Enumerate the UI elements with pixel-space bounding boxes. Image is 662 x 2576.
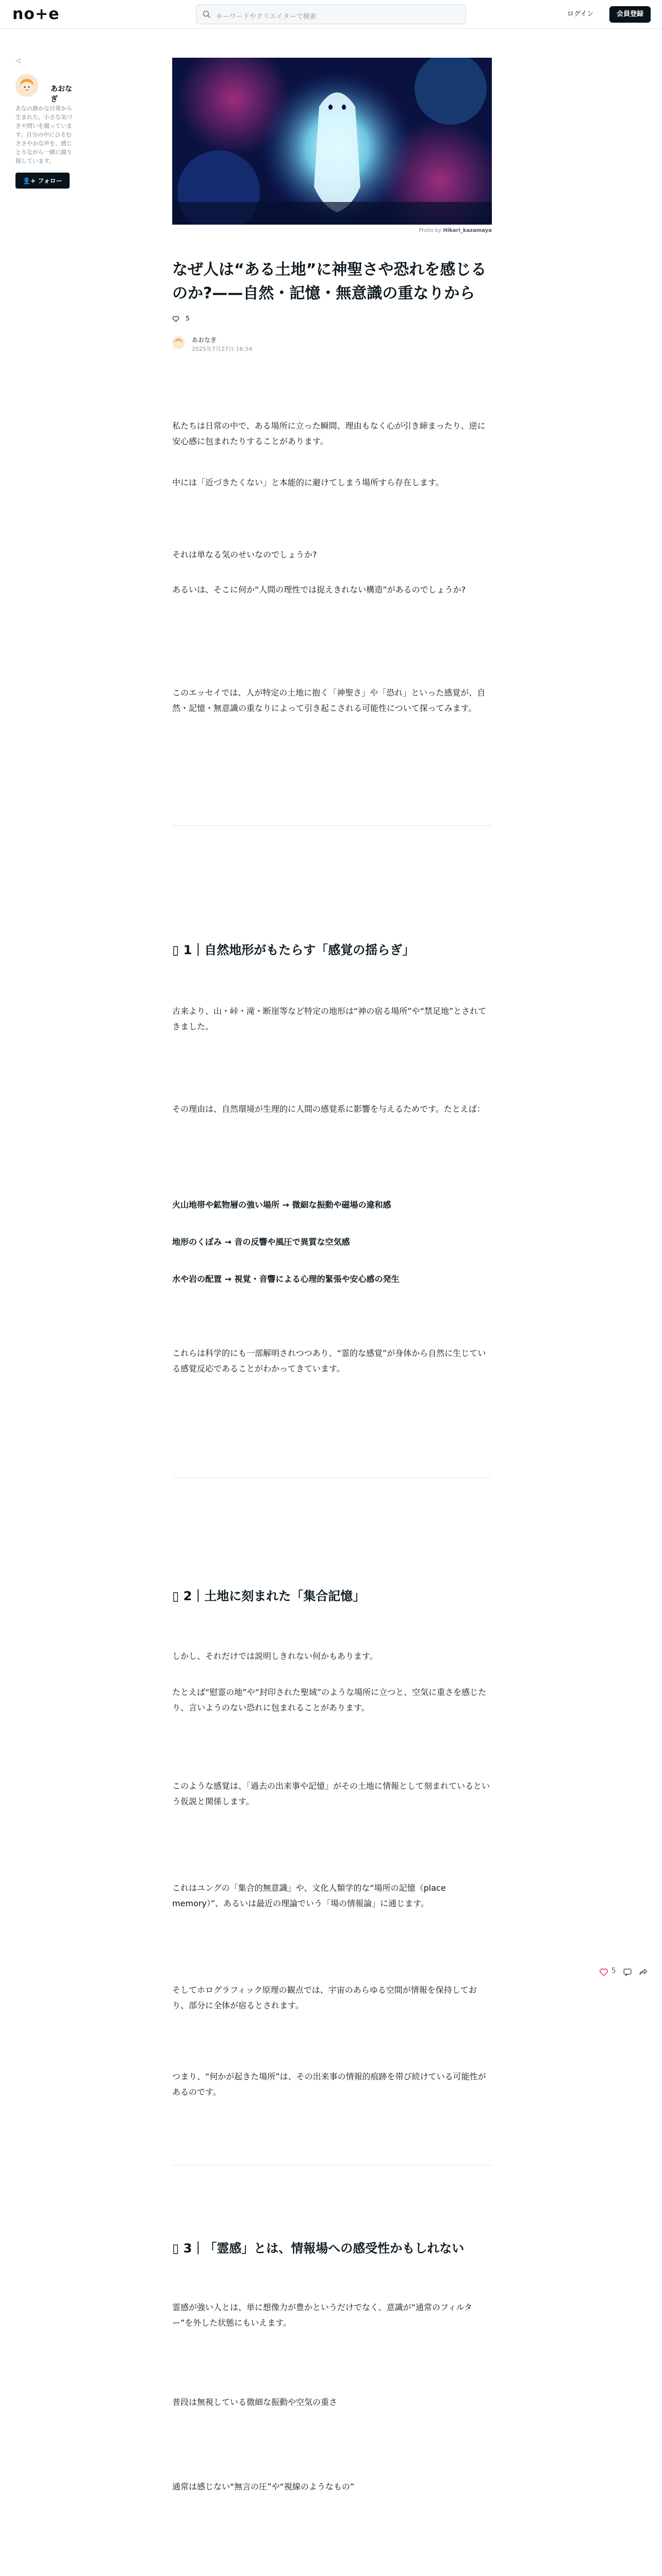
section-divider — [172, 825, 492, 826]
section-paragraph: 普段は無視している微細な振動や空気の重さ — [172, 2397, 338, 2407]
signup-button[interactable]: 会員登録 — [609, 6, 651, 23]
avatar-illustration — [15, 74, 38, 97]
author-avatar[interactable] — [15, 74, 38, 97]
author-row — [172, 334, 492, 352]
follow-button[interactable] — [15, 173, 70, 189]
photo-credit — [172, 228, 492, 233]
photo-credit-user[interactable]: Hikari_kazamaya — [443, 228, 492, 233]
author-bio: あなの静かな日常から生まれた、小さな気づきや問いを綴っています。自分の中にひそむささやかな声を、感じとりながら一緒に綴り探しています。 — [15, 105, 72, 164]
section-paragraph: このような感覚は、「過去の出来事や記憶」がその土地に情報として刻まれているという仮説と関係します。 — [172, 1781, 490, 1806]
section-paragraph: しかし、それだけでは説明しきれない何かもあります。 — [172, 1651, 378, 1661]
section-paragraph: その理由は、自然環境が生理的に人間の感覚系に影響を与えるためです。たとえば： — [172, 1104, 485, 1114]
site-header — [0, 0, 662, 29]
heart-icon[interactable] — [172, 315, 179, 323]
magazine-icon[interactable]: ◁ — [15, 57, 21, 64]
add-user-icon: 👤+ — [23, 177, 36, 184]
intro-paragraph: それは単なる気のせいなのでしょうか? — [172, 550, 317, 560]
ghost-illustration — [172, 58, 492, 225]
search-icon — [203, 10, 211, 19]
section-bullet: 火山地帯や鉱物層の強い場所 → 微細な振動や磁場の違和感 — [172, 1200, 391, 1210]
section-paragraph: たとえば“慰霊の地”や“封印された聖域”のような場所に立つと、空気に重さを感じたり、言いようのない恐れに包まれることがあります。 — [172, 1687, 487, 1713]
section-paragraph: これはユングの「集合的無意識」や、文化人類学的な“場所の記憶（place memory）”、あるいは最近の理論でいう「場の情報論」に通じます。 — [172, 1883, 446, 1908]
intro-paragraph: あるいは、そこに何か“人間の理性では捉えきれない構造”があるのでしょうか? — [172, 585, 466, 595]
search-placeholder: キーワードやクリエイターで検索 — [216, 13, 317, 21]
heart-icon[interactable] — [599, 1968, 608, 1977]
like-row — [172, 314, 492, 324]
section-bullet: 地形のくぼみ → 音の反響や風圧で異質な空気感 — [172, 1237, 350, 1247]
section-heading: ▯ 3｜「霊感」とは、情報場への感受性かもしれない — [172, 2241, 465, 2256]
publish-date: 2025年7月27日 16:54 — [192, 346, 253, 352]
section-bullet: 水や岩の配置 → 視覚・音響による心理的緊張や安心感の発生 — [172, 1274, 400, 1284]
section-paragraph: つまり、“何かが起きた場所”は、その出来事の情報的痕跡を帯び続けている可能性があるのです。 — [172, 2072, 486, 2097]
article-title: なぜ人は“ある土地”に神聖さや恐れを感じるのか?——自然・記憶・無意識の重なりから — [172, 261, 487, 302]
author-name[interactable]: あおなぎ — [51, 85, 72, 104]
follow-label: フォロー — [38, 177, 62, 184]
section-paragraph: 通常は感じない“無言の圧”や“視線のようなもの” — [172, 2482, 355, 2492]
photo-credit-prefix: Photo by — [419, 228, 443, 233]
section-heading: ▯ 2｜土地に刻まれた「集合記憶」 — [172, 1589, 366, 1603]
share-icon[interactable] — [638, 1968, 648, 1977]
intro-paragraph: 中には「近づきたくない」と本能的に避けてしまう場所すら存在します。 — [172, 478, 444, 487]
intro-paragraph: 私たちは日常の中で、ある場所に立った瞬間、理由もなく心が引き締まったり、逆に安心感に包まれたりすることがあります。 — [172, 421, 486, 446]
avatar-small-illustration — [172, 336, 185, 349]
article — [172, 58, 492, 2492]
intro-paragraph: このエッセイでは、人が特定の土地に抱く「神聖さ」や「恐れ」といった感覚が、自然・記憶・無意識の重なりによって引き起こされる可能性について探ってみます。 — [172, 688, 486, 713]
section-paragraph: 霊感が強い人とは、単に想像力が豊かというだけでなく、意識が“通常のフィルター”を外した状態にもいえます。 — [172, 2302, 473, 2328]
hero-image — [172, 58, 492, 225]
section-paragraph — [172, 2573, 492, 2576]
comment-icon[interactable] — [623, 1968, 632, 1977]
float-like-count[interactable]: 5 — [611, 1967, 616, 1975]
section-paragraph: 古来より、山・峠・滝・断崖等など特定の地形は“神の宿る場所”や“禁足地”とされてきました。 — [172, 1006, 487, 1031]
floating-action-bar — [599, 1967, 656, 1979]
section-paragraph: これらは科学的にも一部解明されつつあり、“霊的な感覚”が身体から自然に生じている感覚反応であることがわかってきています。 — [172, 1348, 486, 1374]
like-count[interactable]: 5 — [186, 315, 190, 322]
author-name-small[interactable]: あおなぎ — [192, 336, 217, 344]
creator-sidebar — [15, 57, 77, 189]
section-paragraph: そしてホログラフィック原理の観点では、宇宙のあらゆる空間が情報を保持しており、部分に全体が宿るとされます。 — [172, 1985, 477, 2010]
note-logo[interactable]: no+e — [12, 5, 60, 23]
author-avatar-small[interactable] — [172, 336, 185, 349]
search-box[interactable] — [196, 5, 466, 24]
login-button[interactable]: ログイン — [567, 10, 594, 18]
section-heading: ▯ 1｜自然地形がもたらす「感覚の揺らぎ」 — [172, 943, 415, 957]
